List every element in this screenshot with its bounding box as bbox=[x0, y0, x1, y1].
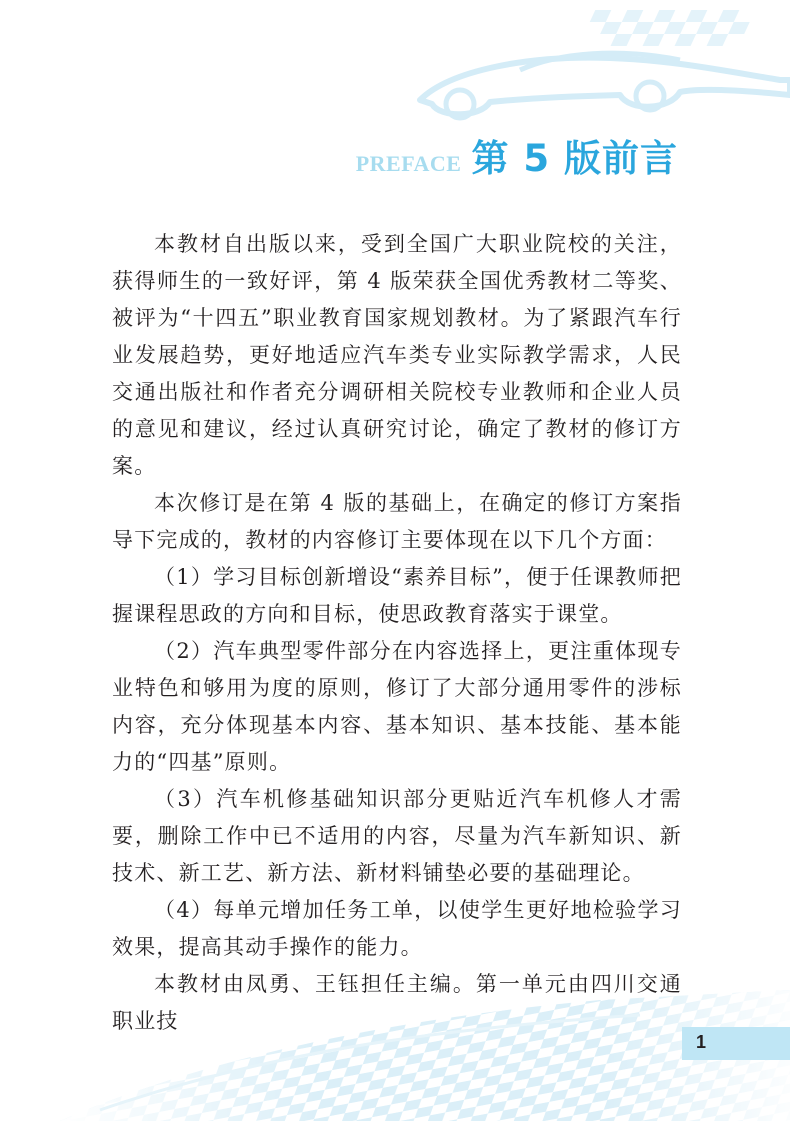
paragraph-7: 本教材由凤勇、王钰担任主编。第一单元由四川交通职业技 bbox=[112, 972, 682, 1033]
paragraph-4: （2）汽车典型零件部分在内容选择上，更注重体现专业特色和够用为度的原则，修订了大部分通用零件的涉标内容，充分体现基本内容、基本知识、基本技能、基本能力的“四基”原则。 bbox=[112, 639, 682, 774]
paragraph-2: 本次修订是在第 4 版的基础上，在确定的修订方案指导下完成的，教材的内容修订主要体现在以下几个方面： bbox=[112, 491, 682, 552]
title-english: PREFACE bbox=[355, 151, 462, 176]
paragraph-6: （4）每单元增加任务工单，以使学生更好地检验学习效果，提高其动手操作的能力。 bbox=[112, 898, 682, 959]
car-silhouette-icon bbox=[380, 0, 790, 130]
page-title bbox=[356, 128, 678, 182]
title-chinese: 第 5 版前言 bbox=[471, 137, 678, 180]
checkered-flag-pattern bbox=[0, 960, 790, 1121]
paragraph-1: 本教材自出版以来，受到全国广大职业院校的关注，获得师生的一致好评，第 4 版荣获全国优秀教材二等奖、被评为“十四五”职业教育国家规划教材。为了紧跟汽车行业发展趋势，更好地适应汽车类专业实际教学需求，人民交通出版社和作者充分调研相关院校专业教师和企业人员的意见和建议，经过认真研究讨论，确定了教材的修订方案。 bbox=[112, 232, 682, 478]
page-number: 1 bbox=[696, 1032, 707, 1052]
preface-body bbox=[112, 226, 682, 1040]
paragraph-3: （1）学习目标创新增设“素养目标”，便于任课教师把握课程思政的方向和目标，使思政教育落实于课堂。 bbox=[112, 565, 682, 626]
paragraph-5: （3）汽车机修基础知识部分更贴近汽车机修人才需要，删除工作中已不适用的内容，尽量为汽车新知识、新技术、新工艺、新方法、新材料铺垫必要的基础理论。 bbox=[112, 787, 682, 885]
